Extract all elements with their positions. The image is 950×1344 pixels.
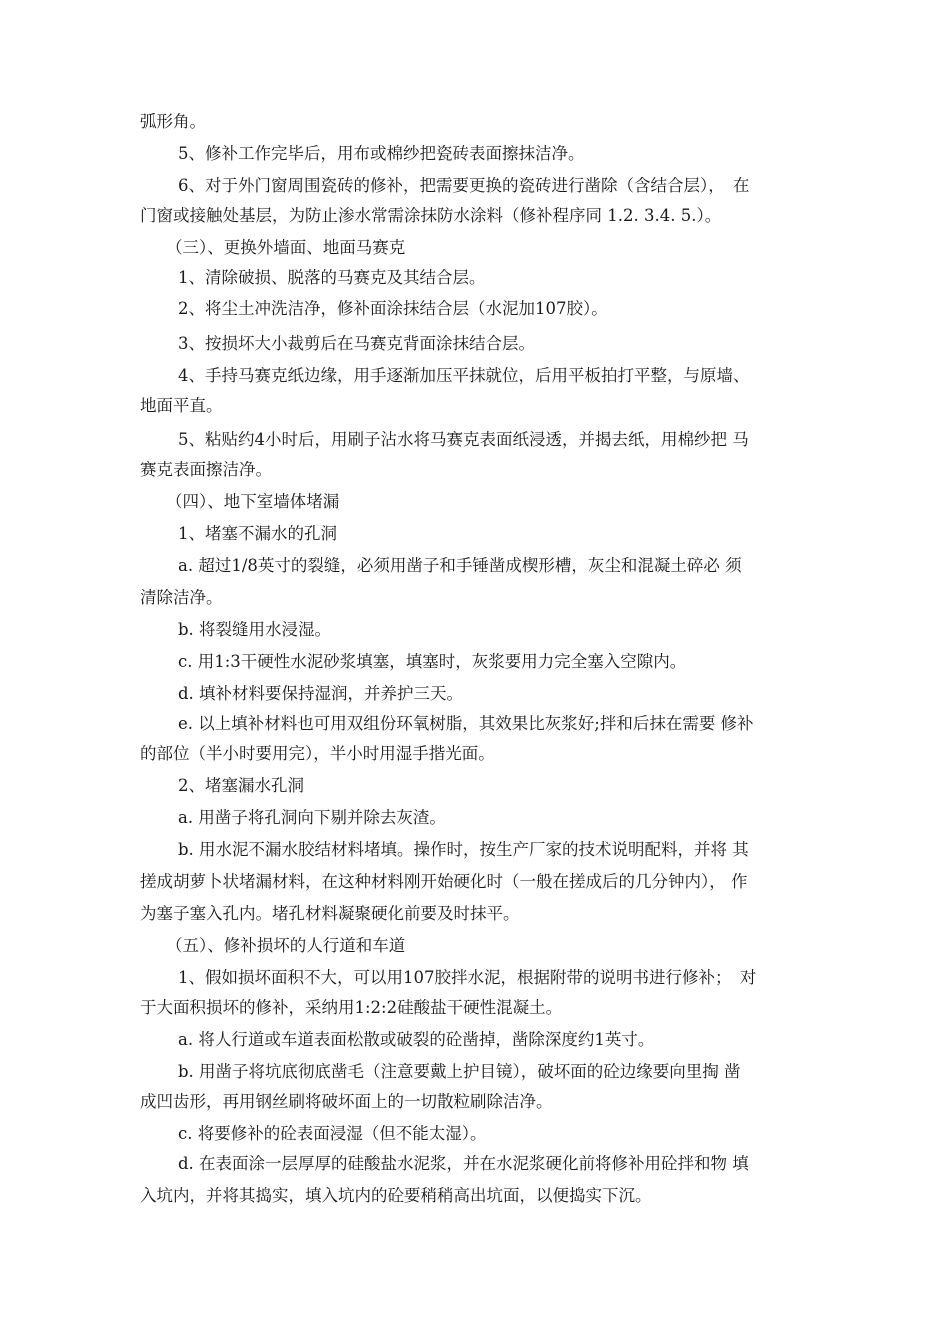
section-heading: （四）、地下室墙体堵漏 — [166, 492, 340, 511]
text-line: b. 用水泥不漏水胶结材料堵填。操作时，按生产厂家的技术说明配料，并将 其 — [178, 840, 749, 859]
text-line: 清除洁净。 — [140, 588, 223, 607]
text-line: 5、修补工作完毕后，用布或棉纱把瓷砖表面擦抹洁净。 — [178, 144, 585, 163]
text-line: 成凹齿形，再用钢丝刷将破坏面上的一切散粒刷除洁净。 — [140, 1092, 553, 1111]
text-line: a. 用凿子将孔洞向下剔并除去灰渣。 — [178, 808, 446, 827]
section-heading: （三）、更换外墙面、地面马赛克 — [166, 238, 406, 257]
text-line: 3、按损坏大小裁剪后在马赛克背面涂抹结合层。 — [178, 334, 535, 353]
text-line: c. 将要修补的砼表面浸湿（但不能太湿）。 — [178, 1124, 487, 1143]
text-line: 为塞子塞入孔内。堵孔材料凝聚硬化前要及时抹平。 — [140, 904, 520, 923]
text-line: b. 将裂缝用水浸湿。 — [178, 620, 332, 639]
text-line: 6、对于外门窗周围瓷砖的修补，把需要更换的瓷砖进行凿除（含结合层）， 在 — [178, 176, 750, 195]
text-line: 4、手持马赛克纸边缘，用手逐渐加压平抹就位，后用平板拍打平整，与原墙、 — [178, 366, 750, 385]
text-line: 于大面积损坏的修补，采纳用1:2:2硅酸盐干硬性混凝土。 — [140, 998, 563, 1017]
text-line: 1、清除破损、脱落的马赛克及其结合层。 — [178, 268, 486, 287]
text-line: 2、堵塞漏水孔洞 — [178, 776, 304, 795]
text-line: a. 将人行道或车道表面松散或破裂的砼凿掉，凿除深度约1英寸。 — [178, 1030, 655, 1049]
text-line: a. 超过1/8英寸的裂缝，必须用凿子和手锤凿成楔形槽，灰尘和混凝土碎必 须 — [178, 556, 742, 575]
text-line: 地面平直。 — [140, 396, 223, 415]
text-line: c. 用1:3干硬性水泥砂浆填塞，填塞时，灰浆要用力完全塞入空隙内。 — [178, 652, 687, 671]
text-line: 5、粘贴约4小时后，用刷子沾水将马赛克表面纸浸透，并揭去纸，用棉纱把 马 — [178, 430, 749, 449]
text-line: 弧形角。 — [140, 112, 206, 131]
text-line: 搓成胡萝卜状堵漏材料，在这种材料刚开始硬化时（一般在搓成后的几分钟内）， 作 — [140, 872, 748, 891]
text-line: e. 以上填补材料也可用双组份环氧树脂，其效果比灰浆好;拌和后抹在需要 修补 — [178, 714, 754, 733]
text-line: d. 填补材料要保持湿润，并养护三天。 — [178, 684, 464, 703]
text-line: d. 在表面涂一层厚厚的硅酸盐水泥浆，并在水泥浆硬化前将修补用砼拌和物 填 — [178, 1154, 749, 1173]
text-line: 的部位（半小时要用完），半小时用湿手揩光面。 — [140, 744, 495, 763]
text-line: 1、假如损坏面积不大，可以用107胶拌水泥，根据附带的说明书进行修补； 对 — [178, 968, 757, 987]
text-line: 门窗或接触处基层，为防止渗水常需涂抹防水涂料（修补程序同 1.2. 3.4. 5.）。 — [140, 206, 722, 225]
text-line: b. 用凿子将坑底彻底凿毛（注意要戴上护目镜），破坏面的砼边缘要向里掏 凿 — [178, 1062, 741, 1081]
section-heading: （五）、修补损坏的人行道和车道 — [166, 936, 406, 955]
text-line: 1、堵塞不漏水的孔洞 — [178, 524, 337, 543]
text-line: 赛克表面擦洁净。 — [140, 460, 272, 479]
text-line: 入坑内，并将其捣实，填入坑内的砼要稍稍高出坑面，以便捣实下沉。 — [140, 1186, 652, 1205]
text-line: 2、将尘土冲洗洁净，修补面涂抹结合层（水泥加107胶）。 — [178, 299, 608, 318]
